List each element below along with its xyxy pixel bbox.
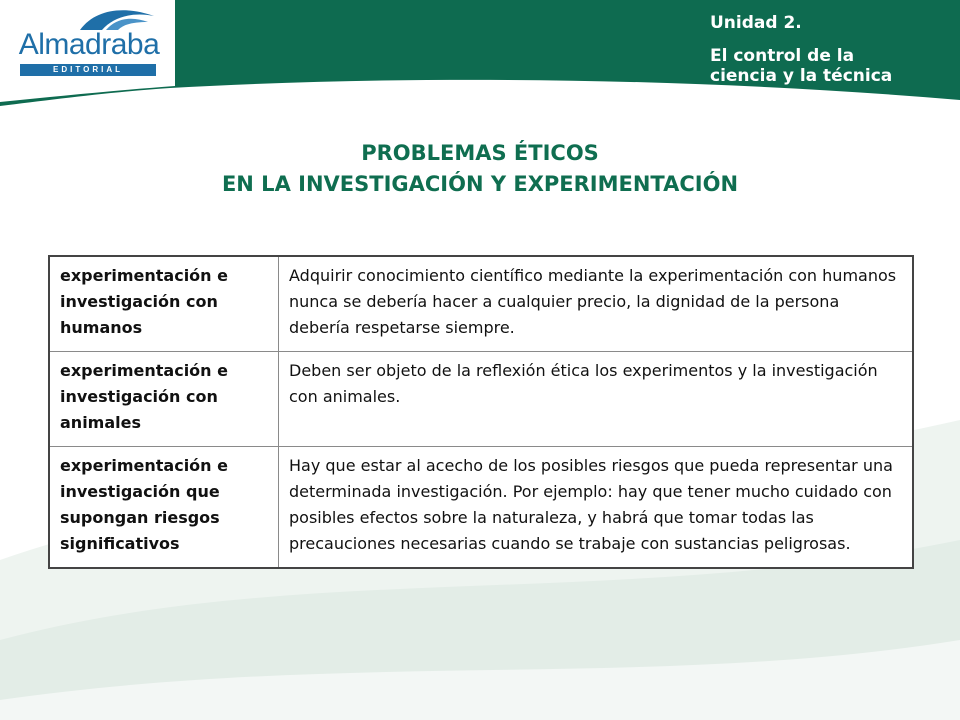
unit-title-line1: El control de la [710,46,855,66]
publisher-logo [18,4,160,76]
topic-cell: experimentación e investigación con animales [49,352,279,447]
unit-info [710,12,950,86]
page-title-line1: PROBLEMAS ÉTICOS [361,141,599,165]
topic-cell: experimentación e investigación que supongan riesgos significativos [49,447,279,569]
logo-wordmark: Almadraba [18,28,160,61]
table-row [49,447,913,569]
table-row [49,352,913,447]
page-title [80,138,880,200]
description-cell: Deben ser objeto de la reflexión ética los experimentos y la investigación con animales. [279,352,914,447]
description-cell: Adquirir conocimiento científico mediante la experimentación con humanos nunca se debería hacer a cualquier precio, la dignidad de la persona debería respetarse siempre. [279,256,914,352]
ethics-table [48,255,914,569]
logo-subtext: EDITORIAL [20,64,156,76]
table-row [49,256,913,352]
unit-title-line2: ciencia y la técnica [710,66,893,86]
topic-cell: experimentación e investigación con humanos [49,256,279,352]
page-title-line2: EN LA INVESTIGACIÓN Y EXPERIMENTACIÓN [221,172,739,196]
unit-number: Unidad 2. [710,13,802,33]
description-cell: Hay que estar al acecho de los posibles riesgos que pueda representar una determinada investigación. Por ejemplo: hay que tener mucho cuidado con posibles efectos sobre la naturaleza, y habrá que tomar todas las precauciones necesarias cuando se trabaje con sustancias peligrosas. [279,447,914,569]
